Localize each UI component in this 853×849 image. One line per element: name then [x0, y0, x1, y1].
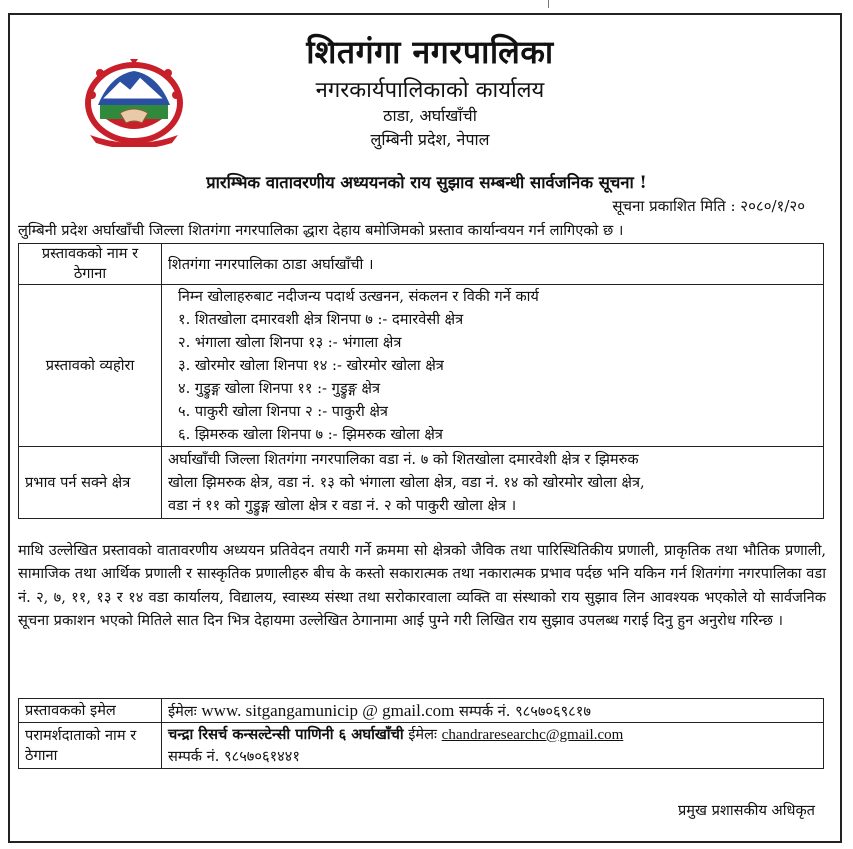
consultant-email[interactable]: chandraresearchc@gmail.com — [441, 726, 624, 743]
impact-line: अर्घाखाँची जिल्ला शितगंगा नगरपालिका वडा नं. ७ को शितखोला दमारवेशी क्षेत्र र झिमरुक — [168, 451, 639, 468]
list-item: ३. खोरमोर खोला शिनपा १४ :- खोरमोर खोला क्षेत्र — [178, 357, 444, 374]
address-line-1: ठाडा, अर्घाखाँची — [383, 106, 477, 125]
contact-table — [18, 698, 824, 769]
impact-line: खोला झिमरुक क्षेत्र, वडा नं. १३ को भंगाला खोला क्षेत्र, वडा नं. १४ को खोरमोर खोला क्षेत्र, — [168, 474, 645, 491]
consultant-name: चन्द्रा रिसर्च कन्सल्टेन्सी पाणिनी ६ अर्घाखाँची — [168, 725, 404, 743]
proponent-label: प्रस्तावकको नाम र ठेगाना — [19, 244, 162, 285]
proponent-phone: ९८५७०६९८१७ — [515, 702, 591, 720]
body-paragraph: माथि उल्लेखित प्रस्तावको वातावरणीय अध्ययन प्रतिवेदन तयारी गर्ने क्रममा सो क्षेत्रको जैविक तथा पारिस्थितिकीय प्रणाली, प्राकृतिक तथा भौतिक प्रणाली, सामाजिक तथा आर्थिक प्रणाली र सास्कृतिक प्रणालीहरु बीच के कस्तो सकारात्मक तथा नकारात्मक प्रभाव पर्दछ भनि यकिन गर्न शितगंगा नगरपालिका वडा नं. २, ७, ११, १३ र १४ वडा कार्यालय, विद्यालय, स्वास्थ्य संस्था तथा सरोकारवाला व्यक्ति वा संस्थाको राय सुझाव लिन आवश्यक भएकोले यो सार्वजनिक सूचना प्रकाशन भएको मितिले सात दिन भित्र देहायमा उल्लेखित ठेगानामा आई पुग्ने गरी लिखित राय सुझाव उपलब्ध गराई दिनु हुन अनुरोध गरिन्छ । — [18, 542, 826, 629]
table-row — [19, 244, 824, 285]
proposal-label: प्रस्तावको व्यहोरा — [19, 285, 162, 447]
signatory-title: प्रमुख प्रशासकीय अधिकृत — [677, 802, 815, 819]
impact-details — [162, 447, 824, 519]
list-item: ५. पाकुरी खोला शिनपा २ :- पाकुरी क्षेत्र — [178, 403, 388, 420]
publication-date: सूचना प्रकाशित मिति : २०८०/१/२० — [612, 197, 805, 215]
impact-label: प्रभाव पर्न सक्ने क्षेत्र — [19, 447, 162, 519]
office-subtitle: नगरकार्यपालिकाको कार्यालय — [315, 78, 545, 103]
impact-line: वडा नं ११ को गुड्रुङ्ग खोला क्षेत्र र वडा नं. २ को पाकुरी खोला क्षेत्र । — [168, 497, 517, 514]
email-cell — [162, 699, 824, 723]
consultant-cell — [162, 723, 824, 769]
top-divider — [548, 0, 549, 8]
municipality-title: शितगंगा नगरपालिका — [306, 33, 554, 71]
proposal-heading: निम्न खोलाहरुबाट नदीजन्य पदार्थ उत्खनन, संकलन र विकी गर्ने कार्य — [178, 288, 539, 305]
phone-prefix: सम्पर्क नं. — [459, 702, 511, 720]
list-item: ६. झिमरुक खोला शिनपा ७ :- झिमरुक खोला क्षेत्र — [178, 426, 443, 443]
consultant-email-prefix: ईमेलः — [408, 725, 438, 743]
consultant-label: परामर्शदाताको नाम र ठेगाना — [19, 723, 162, 769]
proposal-details — [162, 285, 824, 447]
email-label: प्रस्तावकको इमेल — [19, 699, 162, 723]
proponent-email[interactable]: www. sitgangamunicip @ gmail.com — [201, 700, 455, 720]
intro-text: लुम्बिनी प्रदेश अर्घाखाँची जिल्ला शितगंगा नगरपालिका द्धारा देहाय बमोजिमको प्रस्ताव कार्यान्वयन गर्न लागिएको छ । — [18, 222, 624, 239]
email-prefix: ईमेलः — [168, 702, 197, 720]
table-row — [19, 447, 824, 519]
proponent-value: शितगंगा नगरपालिका ठाडा अर्घाखाँची । — [162, 244, 824, 285]
list-item: १. शितखोला दमारवशी क्षेत्र शिनपा ७ :- दमारवेसी क्षेत्र — [178, 311, 464, 328]
table-row — [19, 723, 824, 769]
proposal-table — [18, 243, 824, 519]
table-row — [19, 285, 824, 447]
notice-headline: प्रारम्भिक वातावरणीय अध्ययनको राय सुझाव सम्बन्धी सार्वजनिक सूचना ! — [206, 173, 647, 192]
list-item: ४. गुड्रुङ्ग खोला शिनपा ११ :- गुड्रुङ्ग क्षेत्र — [178, 380, 381, 397]
consultant-phone: सम्पर्क नं. ९८५७०६१४४१ — [168, 747, 300, 765]
address-line-2: लुम्बिनी प्रदेश, नेपाल — [370, 130, 490, 149]
table-row — [19, 699, 824, 723]
nepal-emblem-icon — [80, 55, 188, 147]
list-item: २. भंगाला खोला शिनपा १३ :- भंगाला क्षेत्र — [178, 334, 402, 351]
